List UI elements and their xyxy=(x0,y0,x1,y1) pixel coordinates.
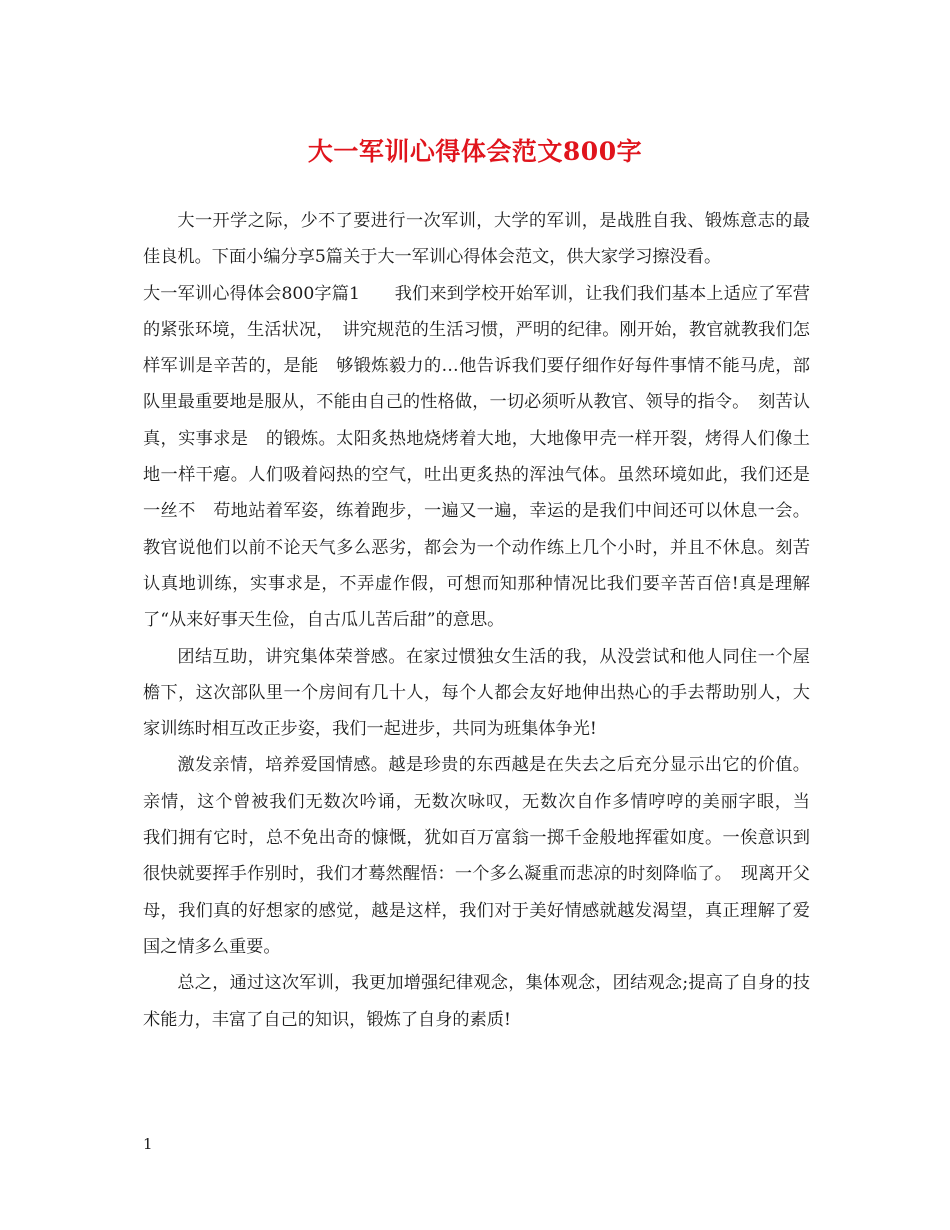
document-body xyxy=(143,203,828,1038)
paragraph-teamwork: 团结互助，讲究集体荣誉感。在家过惯独女生活的我，从没尝试和他人同住一个屋檐下，这次部队里一个房间有几十人，每个人都会友好地伸出热心的手去帮助别人，大家训练时相互改正步姿，我们一起进步，共同为班集体争光! xyxy=(143,646,810,740)
paragraph-conclusion: 总之，通过这次军训，我更加增强纪律观念，集体观念，团结观念;提高了自身的技术能力，丰富了自己的知识，锻炼了自身的素质! xyxy=(143,973,810,1030)
document-title: 大一军训心得体会范文800字 xyxy=(307,137,643,166)
paragraph-essay-1: 大一军训心得体会800字篇1 我们来到学校开始军训，让我们我们基本上适应了军营的紧张环境，生活状况， 讲究规范的生活习惯，严明的纪律。刚开始，教官就教我们怎样军训是辛苦的，是能 够锻炼毅力的…他告诉我们要仔细作好每件事情不能马虎，部队里最重要地是服从，不能由自己的性格做，一切必须听从教官、领导的指令。 刻苦认真，实事求是 的锻炼。太阳炙热地烧烤着大地，大地像甲壳一样开裂，烤得人们像土地一样干瘪。人们吸着闷热的空气，吐出更炙热的浑浊气体。虽然环境如此，我们还是一丝不 苟地站着军姿，练着跑步，一遍又一遍，幸运的是我们中间还可以休息一会。教官说他们以前不论天气多么恶劣，都会为一个动作练上几个小时，并且不休息。刻苦 认真地训练，实事求是，不弄虚作假，可想而知那种情况比我们要辛苦百倍!真是理解了“从来好事天生俭，自古瓜儿苦后甜”的意思。 xyxy=(143,283,828,631)
paragraph-family-patriotism: 激发亲情，培养爱国情感。越是珍贵的东西越是在失去之后充分显示出它的价值。亲情，这个曾被我们无数次吟诵，无数次咏叹，无数次自作多情哼哼的美丽字眼，当 我们拥有它时，总不免出奇的慷慨，犹如百万富翁一掷千金般地挥霍如度。一俟意识到很快就要挥手作别时，我们才蓦然醒悟：一个多么凝重而悲凉的时刻降临了。 现离开父母，我们真的好想家的感觉，越是这样，我们对于美好情感就越发渴望，真正理解了爱国之情多么重要。 xyxy=(143,755,828,957)
paragraph-intro: 大一开学之际，少不了要进行一次军训，大学的军训，是战胜自我、锻炼意志的最佳良机。下面小编分享5篇关于大一军训心得体会范文，供大家学习擦没看。 xyxy=(143,211,810,268)
page-number: 1 xyxy=(143,1135,153,1153)
